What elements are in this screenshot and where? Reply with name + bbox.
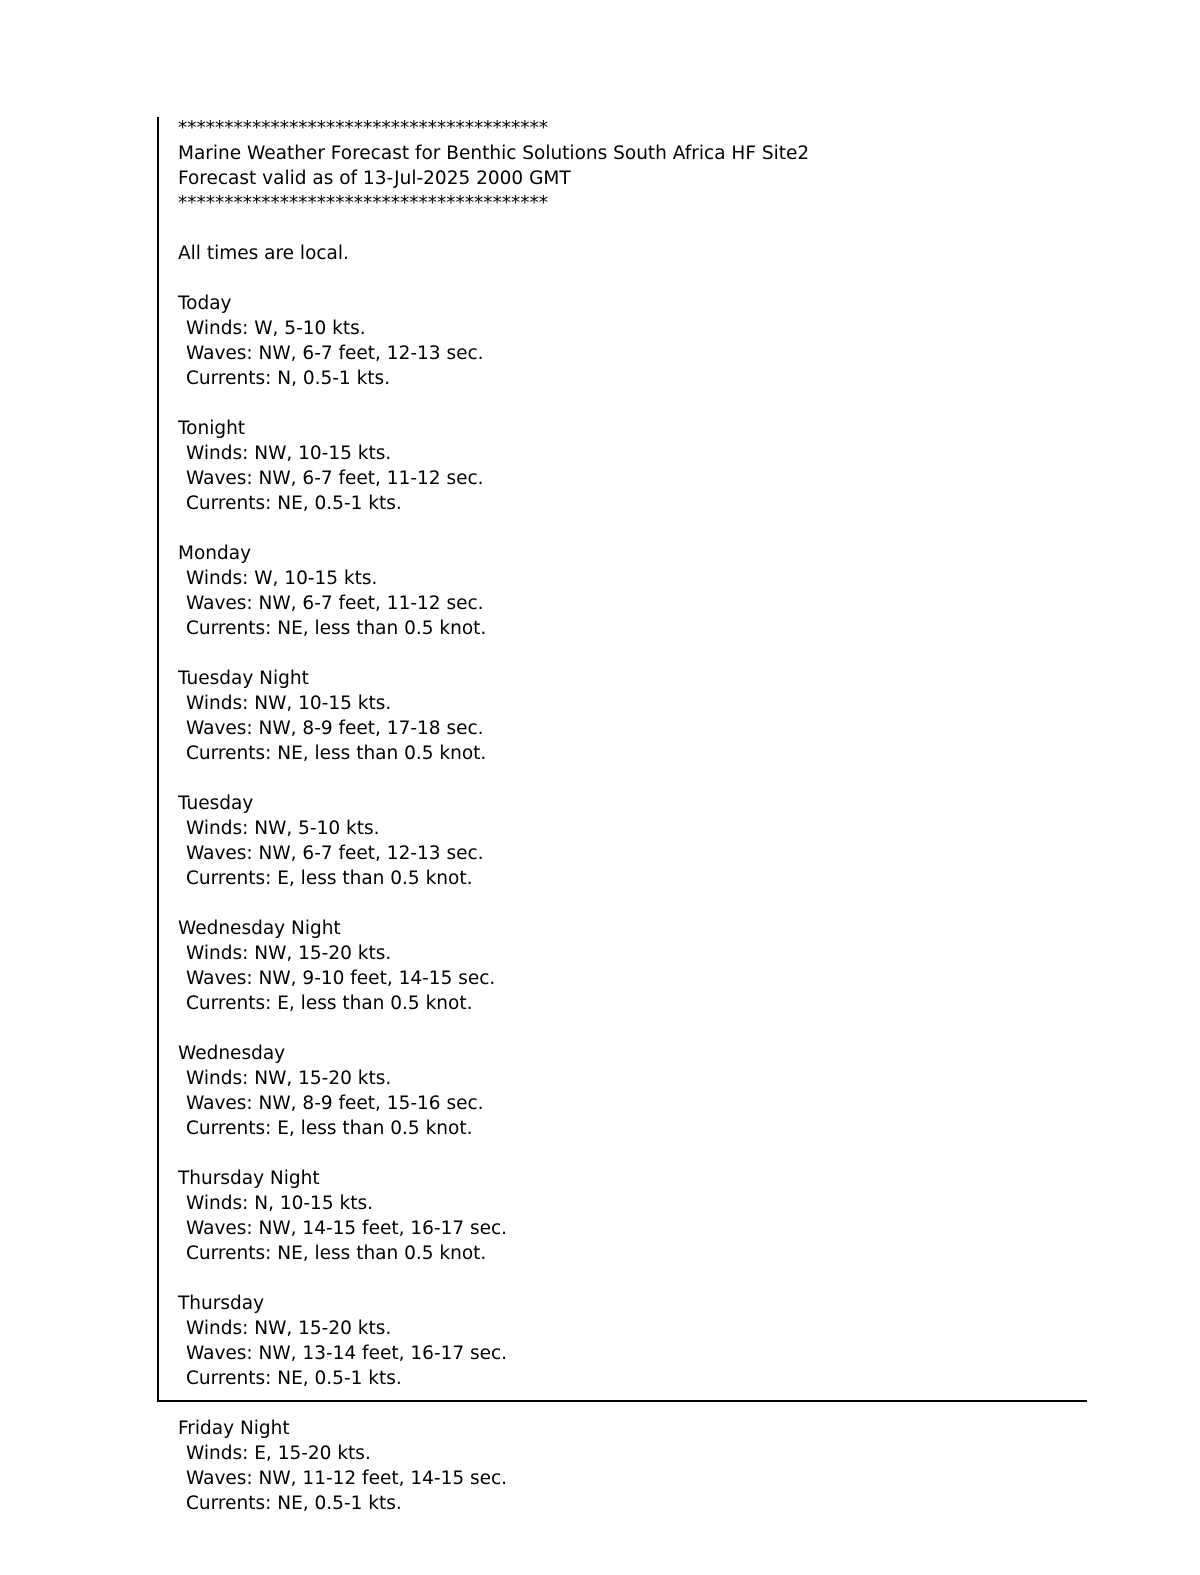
section-winds: Winds: NW, 10-15 kts. xyxy=(186,693,392,714)
blank-line xyxy=(178,641,1078,666)
forecast-section-friday-night xyxy=(178,1416,1078,1516)
section-title: Tonight xyxy=(178,418,246,439)
section-winds: Winds: E, 15-20 kts. xyxy=(186,1443,371,1464)
times-note: All times are local. xyxy=(178,243,349,264)
section-winds: Winds: NW, 5-10 kts. xyxy=(186,818,380,839)
section-currents: Currents: NE, less than 0.5 knot. xyxy=(186,1243,487,1264)
forecast-section-thursday-night xyxy=(178,1166,1078,1266)
section-title: Friday Night xyxy=(178,1418,290,1439)
section-winds: Winds: NW, 15-20 kts. xyxy=(186,943,392,964)
section-winds: Winds: NW, 15-20 kts. xyxy=(186,1318,392,1339)
blank-line xyxy=(178,766,1078,791)
forecast-section-today xyxy=(178,291,1078,391)
blank-line xyxy=(178,266,1078,291)
forecast-text-frame xyxy=(178,116,1078,1391)
section-winds: Winds: NW, 15-20 kts. xyxy=(186,1068,392,1089)
forecast-section-tonight xyxy=(178,416,1078,516)
blank-line xyxy=(178,516,1078,541)
forecast-title: Marine Weather Forecast for Benthic Solutions South Africa HF Site2 xyxy=(178,143,810,164)
forecast-section-thursday xyxy=(178,1291,1078,1391)
section-title: Wednesday xyxy=(178,1043,286,1064)
section-currents: Currents: E, less than 0.5 knot. xyxy=(186,1118,473,1139)
section-currents: Currents: N, 0.5-1 kts. xyxy=(186,368,391,389)
section-title: Tuesday Night xyxy=(178,668,309,689)
section-title: Monday xyxy=(178,543,252,564)
section-currents: Currents: NE, 0.5-1 kts. xyxy=(186,493,402,514)
section-title: Thursday xyxy=(178,1293,265,1314)
section-waves: Waves: NW, 8-9 feet, 15-16 sec. xyxy=(186,1093,484,1114)
section-waves: Waves: NW, 11-12 feet, 14-15 sec. xyxy=(186,1468,508,1489)
forecast-section-wednesday xyxy=(178,1041,1078,1141)
section-title: Tuesday xyxy=(178,793,254,814)
section-waves: Waves: NW, 14-15 feet, 16-17 sec. xyxy=(186,1218,508,1239)
blank-line xyxy=(178,891,1078,916)
blank-line xyxy=(178,216,1078,241)
section-waves: Waves: NW, 6-7 feet, 11-12 sec. xyxy=(186,468,484,489)
section-waves: Waves: NW, 6-7 feet, 11-12 sec. xyxy=(186,593,484,614)
section-title: Wednesday Night xyxy=(178,918,341,939)
blank-line xyxy=(178,1266,1078,1291)
section-winds: Winds: W, 5-10 kts. xyxy=(186,318,366,339)
forecast-section-wednesday-night xyxy=(178,916,1078,1016)
section-currents: Currents: NE, less than 0.5 knot. xyxy=(186,743,487,764)
separator-bottom: **************************************** xyxy=(178,193,548,214)
section-currents: Currents: NE, 0.5-1 kts. xyxy=(186,1368,402,1389)
section-currents: Currents: NE, 0.5-1 kts. xyxy=(186,1493,402,1514)
section-waves: Waves: NW, 6-7 feet, 12-13 sec. xyxy=(186,843,484,864)
forecast-section-tuesday-night xyxy=(178,666,1078,766)
section-winds: Winds: NW, 10-15 kts. xyxy=(186,443,392,464)
forecast-section-monday xyxy=(178,541,1078,641)
section-waves: Waves: NW, 9-10 feet, 14-15 sec. xyxy=(186,968,496,989)
section-waves: Waves: NW, 8-9 feet, 17-18 sec. xyxy=(186,718,484,739)
blank-line xyxy=(178,391,1078,416)
overflow-text-block xyxy=(178,1416,1078,1516)
blank-line xyxy=(178,1141,1078,1166)
section-title: Thursday Night xyxy=(178,1168,320,1189)
forecast-section-tuesday xyxy=(178,791,1078,891)
section-waves: Waves: NW, 6-7 feet, 12-13 sec. xyxy=(186,343,484,364)
section-winds: Winds: W, 10-15 kts. xyxy=(186,568,378,589)
section-waves: Waves: NW, 13-14 feet, 16-17 sec. xyxy=(186,1343,508,1364)
separator-top: **************************************** xyxy=(178,118,548,139)
section-currents: Currents: E, less than 0.5 knot. xyxy=(186,868,473,889)
section-currents: Currents: NE, less than 0.5 knot. xyxy=(186,618,487,639)
section-winds: Winds: N, 10-15 kts. xyxy=(186,1193,373,1214)
forecast-valid-line: Forecast valid as of 13-Jul-2025 2000 GMT xyxy=(178,168,571,189)
section-currents: Currents: E, less than 0.5 knot. xyxy=(186,993,473,1014)
section-title: Today xyxy=(178,293,232,314)
blank-line xyxy=(178,1016,1078,1041)
